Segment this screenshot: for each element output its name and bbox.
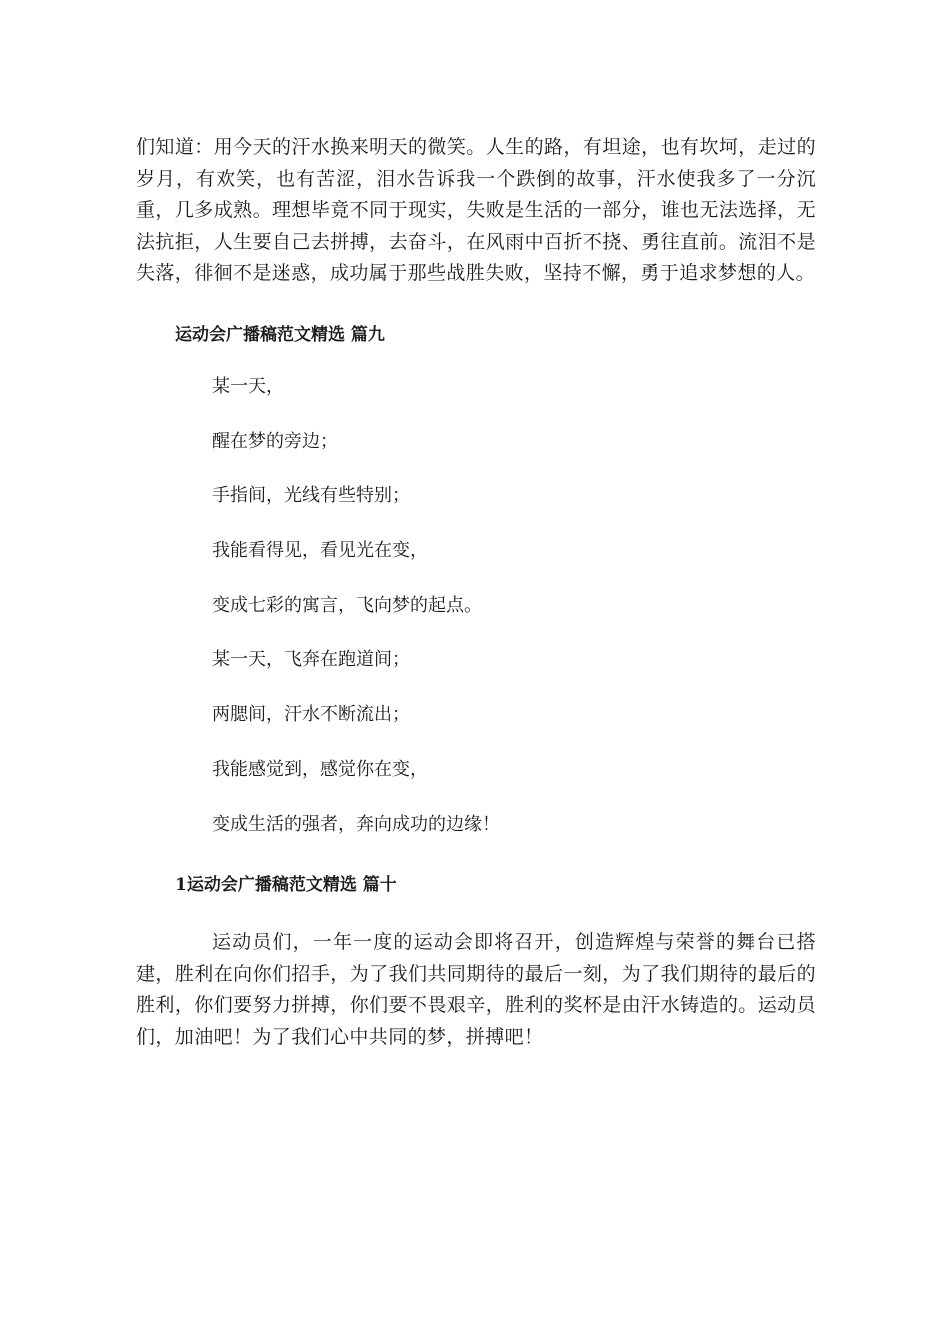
poem-line: 两腮间，汗水不断流出； bbox=[212, 704, 410, 726]
section-ten-title: 1运动会广播稿范文精选 篇十 bbox=[175, 875, 397, 895]
poem-line: 某一天，飞奔在跑道间； bbox=[212, 649, 410, 671]
poem-line: 手指间，光线有些特别； bbox=[212, 485, 410, 507]
intro-paragraph: 们知道：用今天的汗水换来明天的微笑。人生的路，有坦途，也有坎坷，走过的岁月，有欢笑，也有苦涩，泪水告诉我一个跌倒的故事，汗水使我多了一分沉重，几多成熟。理想毕竟不同于现实，失败是生活的一部分，谁也无法选择，无法抗拒，人生要自己去拼搏，去奋斗，在风雨中百折不挠、勇往直前。流泪不是失落，徘徊不是迷惑，成功属于那些战胜失败，坚持不懈，勇于追求梦想的人。 bbox=[136, 136, 816, 284]
poem-line: 我能感觉到，感觉你在变， bbox=[212, 758, 428, 780]
section-nine-title: 运动会广播稿范文精选 篇九 bbox=[175, 325, 385, 345]
poem-line: 变成生活的强者，奔向成功的边缘！ bbox=[212, 813, 500, 835]
poem-line: 我能看得见，看见光在变， bbox=[212, 540, 428, 562]
poem-line: 醒在梦的旁边； bbox=[212, 430, 338, 452]
section-ten-paragraph: 运动员们，一年一度的运动会即将召开，创造辉煌与荣誉的舞台已搭建，胜利在向你们招手，为了我们共同期待的最后一刻，为了我们期待的最后的胜利，你们要努力拼搏，你们要不畏艰辛，胜利的奖杯是由汗水铸造的。运动员们，加油吧！为了我们心中共同的梦，拼搏吧！ bbox=[136, 931, 816, 1048]
poem-line: 变成七彩的寓言，飞向梦的起点。 bbox=[212, 594, 482, 616]
poem bbox=[212, 375, 500, 867]
poem-line: 某一天， bbox=[212, 376, 284, 397]
